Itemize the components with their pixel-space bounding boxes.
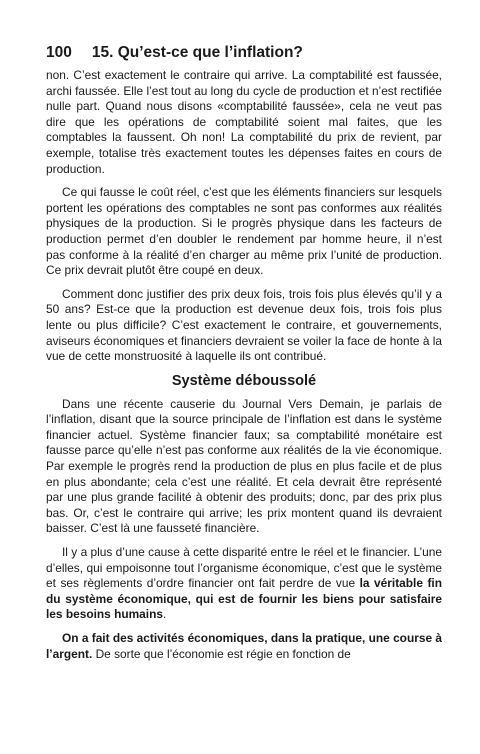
section-paragraph-3-after: De sorte que l’économie est régie en fonction de <box>92 646 351 661</box>
section-heading: Système déboussolé <box>171 372 317 389</box>
page-number: 100 <box>46 44 72 61</box>
section-paragraph-2-text: Il y a plus d’une cause à cette disparité entre le réel et le financier. L’une d’elles, qui empoisonne tout l’organisme économique, c’est que le système et ses règlements d’ordre financier ont fait perdre de vue <box>46 545 442 591</box>
section-paragraph-2 <box>46 545 442 623</box>
paragraph-2: Ce qui fausse le coût réel, c’est que les éléments financiers sur lesquels portent les opérations des comptables ne sont pas conformes aux réalités physiques de la production. Si le progrès physique dans les facteurs de production permet d’en doubler le rendement par homme heure, il n’est pas conforme à la réalité d’en charger au même prix l’unité de production. Ce prix devrait plutôt être coupé en deux. <box>46 185 442 278</box>
section-paragraph-2-after: . <box>162 607 167 622</box>
section-paragraph-3-bold: On a fait des activités économiques, dans la pratique, une course à l’argent. <box>46 631 442 661</box>
section-paragraph-2-bold: la véritable fin du système économique, qui est de fournir les biens pour satisfaire les besoins humains <box>46 576 442 622</box>
paragraph-1: non. C’est exactement le contraire qui arrive. La comptabilité est faussée, archi faussée. Elle l’est tout au long du cycle de production et n’est rectifiée nulle part. Quand nous disons «comptabilité faussée», cela ne veut pas dire que les opérations de comptabilité soient mal faites, que les comptables la faussent. Oh non! La comptabilité du prix de revient, par exemple, totalise très exactement toutes les dépenses faites en cours de production. <box>46 68 442 176</box>
section-paragraph-1: Dans une récente causerie du Journal Vers Demain, je parlais de l’inflation, disant que la source principale de l’inflation est dans le système financier actuel. Système financier faux; sa comptabilité monétaire est fausse parce qu’elle n’est pas conforme aux réalités de la vie économique. Par exemple le progrès rend la production de plus en plus facile et de plus en plus abondante; cela c’est une réalité. Et cela devrait être représenté par une plus grande facilité à obtenir des produits; donc, par des prix plus bas. Or, c’est le contraire qui arrive; les prix montent quand ils devraient baisser. C’est là une fausseté financière. <box>46 396 442 536</box>
paragraph-3: Comment donc justifier des prix deux fois, trois fois plus élevés qu’il y a 50 ans? Est-ce que la production est devenue deux fois, trois fois plus lente ou plus difficile? C’est exactement le contraire, et gouvernements, aviseurs économiques et financiers devraient se voiler la face de honte à la vue de cette monstruosité à laquelle ils ont contribué. <box>46 286 442 364</box>
running-head <box>46 44 442 62</box>
section-paragraph-3 <box>46 631 442 662</box>
chapter-title: 15. Qu’est-ce que l’inflation? <box>91 44 303 61</box>
